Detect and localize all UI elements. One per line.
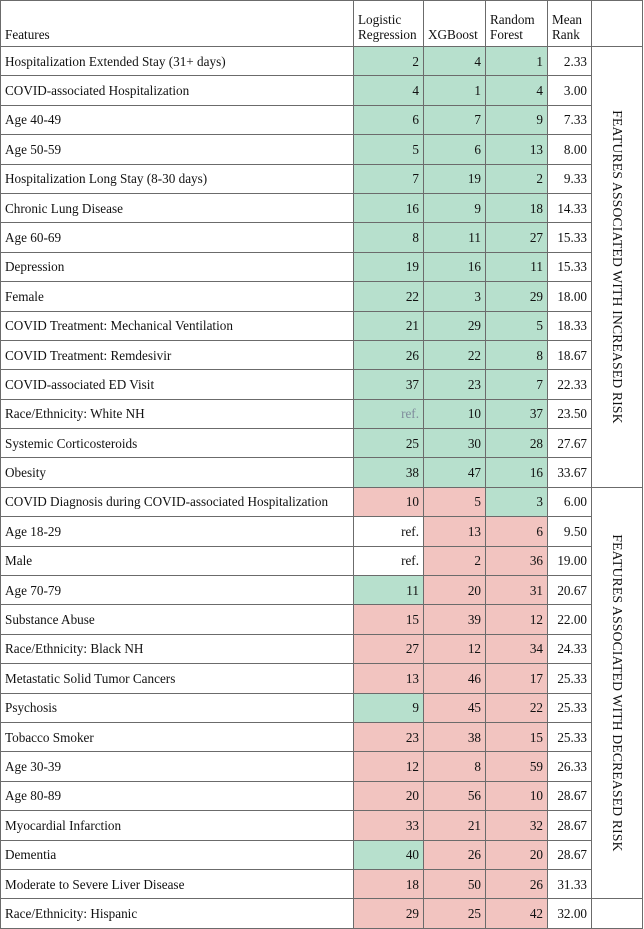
mean-rank: 6.00 <box>548 487 592 516</box>
table-row <box>1 722 643 751</box>
xgboost-rank: 12 <box>424 634 486 663</box>
feature-name: Dementia <box>1 840 354 869</box>
table-row <box>1 252 643 281</box>
table-row <box>1 193 643 222</box>
logistic-regression-rank: 23 <box>354 722 424 751</box>
table-row <box>1 634 643 663</box>
xgboost-rank: 25 <box>424 899 486 928</box>
feature-name: Male <box>1 546 354 575</box>
xgboost-rank: 10 <box>424 399 486 428</box>
table-row <box>1 752 643 781</box>
table-row <box>1 546 643 575</box>
xgboost-rank: 26 <box>424 840 486 869</box>
random-forest-rank: 59 <box>486 752 548 781</box>
decreased-risk-group-label <box>592 487 643 898</box>
feature-name: Obesity <box>1 458 354 487</box>
table-row <box>1 869 643 898</box>
random-forest-rank: 8 <box>486 340 548 369</box>
mean-rank: 19.00 <box>548 546 592 575</box>
xgboost-rank: 4 <box>424 47 486 76</box>
logistic-regression-rank: ref. <box>354 546 424 575</box>
table-row <box>1 311 643 340</box>
mean-rank: 9.50 <box>548 517 592 546</box>
logistic-regression-rank: 11 <box>354 576 424 605</box>
table-row <box>1 693 643 722</box>
feature-name: COVID Treatment: Mechanical Ventilation <box>1 311 354 340</box>
table-body <box>1 47 643 929</box>
table-row <box>1 664 643 693</box>
feature-name: COVID Diagnosis during COVID-associated Hospitalization <box>1 487 354 516</box>
random-forest-rank: 31 <box>486 576 548 605</box>
random-forest-rank: 29 <box>486 282 548 311</box>
mean-rank: 23.50 <box>548 399 592 428</box>
feature-name: Race/Ethnicity: Black NH <box>1 634 354 663</box>
feature-name: Moderate to Severe Liver Disease <box>1 869 354 898</box>
table-row <box>1 47 643 76</box>
mean-rank: 24.33 <box>548 634 592 663</box>
logistic-regression-rank: 9 <box>354 693 424 722</box>
random-forest-rank: 3 <box>486 487 548 516</box>
logistic-regression-rank: 26 <box>354 340 424 369</box>
logistic-regression-rank: 33 <box>354 811 424 840</box>
feature-name: Psychosis <box>1 693 354 722</box>
logistic-regression-rank: 22 <box>354 282 424 311</box>
random-forest-rank: 7 <box>486 370 548 399</box>
table-row <box>1 781 643 810</box>
logistic-regression-rank: 7 <box>354 164 424 193</box>
xgboost-rank: 50 <box>424 869 486 898</box>
table-row <box>1 76 643 105</box>
xgboost-rank: 45 <box>424 693 486 722</box>
header-xgboost: XGBoost <box>424 1 486 47</box>
feature-name: Depression <box>1 252 354 281</box>
xgboost-rank: 38 <box>424 722 486 751</box>
table-row <box>1 370 643 399</box>
table-row <box>1 164 643 193</box>
xgboost-rank: 22 <box>424 340 486 369</box>
xgboost-rank: 21 <box>424 811 486 840</box>
feature-name: Age 60-69 <box>1 223 354 252</box>
mean-rank: 2.33 <box>548 47 592 76</box>
random-forest-rank: 36 <box>486 546 548 575</box>
random-forest-rank: 27 <box>486 223 548 252</box>
random-forest-rank: 15 <box>486 722 548 751</box>
feature-name: Female <box>1 282 354 311</box>
logistic-regression-rank: ref. <box>354 517 424 546</box>
table-row <box>1 840 643 869</box>
logistic-regression-rank: 4 <box>354 76 424 105</box>
feature-name: Age 30-39 <box>1 752 354 781</box>
table-row <box>1 517 643 546</box>
random-forest-rank: 22 <box>486 693 548 722</box>
random-forest-rank: 2 <box>486 164 548 193</box>
logistic-regression-rank: 20 <box>354 781 424 810</box>
random-forest-rank: 1 <box>486 47 548 76</box>
mean-rank: 27.67 <box>548 429 592 458</box>
logistic-regression-rank: 16 <box>354 193 424 222</box>
random-forest-rank: 4 <box>486 76 548 105</box>
mean-rank: 9.33 <box>548 164 592 193</box>
xgboost-rank: 11 <box>424 223 486 252</box>
logistic-regression-rank: 27 <box>354 634 424 663</box>
logistic-regression-rank: ref. <box>354 399 424 428</box>
table-row <box>1 282 643 311</box>
random-forest-rank: 10 <box>486 781 548 810</box>
mean-rank: 22.33 <box>548 370 592 399</box>
logistic-regression-rank: 19 <box>354 252 424 281</box>
mean-rank: 26.33 <box>548 752 592 781</box>
feature-name: COVID-associated ED Visit <box>1 370 354 399</box>
mean-rank: 32.00 <box>548 899 592 928</box>
logistic-regression-rank: 29 <box>354 899 424 928</box>
feature-name: COVID-associated Hospitalization <box>1 76 354 105</box>
xgboost-rank: 7 <box>424 105 486 134</box>
random-forest-rank: 9 <box>486 105 548 134</box>
table-row <box>1 811 643 840</box>
mean-rank: 18.67 <box>548 340 592 369</box>
xgboost-rank: 13 <box>424 517 486 546</box>
logistic-regression-rank: 37 <box>354 370 424 399</box>
feature-name: Metastatic Solid Tumor Cancers <box>1 664 354 693</box>
feature-name: Age 50-59 <box>1 135 354 164</box>
xgboost-rank: 16 <box>424 252 486 281</box>
logistic-regression-rank: 10 <box>354 487 424 516</box>
table-row <box>1 899 643 928</box>
logistic-regression-rank: 18 <box>354 869 424 898</box>
table-row <box>1 429 643 458</box>
table-row <box>1 487 643 516</box>
feature-name: Systemic Corticosteroids <box>1 429 354 458</box>
random-forest-rank: 20 <box>486 840 548 869</box>
mean-rank: 31.33 <box>548 869 592 898</box>
random-forest-rank: 13 <box>486 135 548 164</box>
mean-rank: 7.33 <box>548 105 592 134</box>
logistic-regression-rank: 6 <box>354 105 424 134</box>
mean-rank: 20.67 <box>548 576 592 605</box>
header-logistic-regression: Logistic Regression <box>354 1 424 47</box>
mean-rank: 14.33 <box>548 193 592 222</box>
table-row <box>1 223 643 252</box>
mean-rank: 15.33 <box>548 223 592 252</box>
random-forest-rank: 18 <box>486 193 548 222</box>
xgboost-rank: 6 <box>424 135 486 164</box>
mean-rank: 18.33 <box>548 311 592 340</box>
mean-rank: 28.67 <box>548 840 592 869</box>
xgboost-rank: 30 <box>424 429 486 458</box>
mean-rank: 15.33 <box>548 252 592 281</box>
xgboost-rank: 8 <box>424 752 486 781</box>
mean-rank: 3.00 <box>548 76 592 105</box>
mean-rank: 8.00 <box>548 135 592 164</box>
table-row <box>1 105 643 134</box>
feature-name: Myocardial Infarction <box>1 811 354 840</box>
decreased-risk-group-label-text: FEATURES ASSOCIATED WITH DECREASED RISK <box>609 534 625 852</box>
table-row <box>1 399 643 428</box>
header-random-forest: Random Forest <box>486 1 548 47</box>
feature-name: Age 70-79 <box>1 576 354 605</box>
logistic-regression-rank: 2 <box>354 47 424 76</box>
table-row <box>1 340 643 369</box>
random-forest-rank: 42 <box>486 899 548 928</box>
mean-rank: 25.33 <box>548 722 592 751</box>
xgboost-rank: 29 <box>424 311 486 340</box>
feature-name: Age 80-89 <box>1 781 354 810</box>
table-row <box>1 576 643 605</box>
increased-risk-group-label-text: FEATURES ASSOCIATED WITH INCREASED RISK <box>609 110 625 424</box>
xgboost-rank: 3 <box>424 282 486 311</box>
random-forest-rank: 5 <box>486 311 548 340</box>
feature-name: Race/Ethnicity: Hispanic <box>1 899 354 928</box>
xgboost-rank: 46 <box>424 664 486 693</box>
random-forest-rank: 11 <box>486 252 548 281</box>
random-forest-rank: 37 <box>486 399 548 428</box>
random-forest-rank: 26 <box>486 869 548 898</box>
random-forest-rank: 12 <box>486 605 548 634</box>
xgboost-rank: 47 <box>424 458 486 487</box>
random-forest-rank: 6 <box>486 517 548 546</box>
feature-name: Race/Ethnicity: White NH <box>1 399 354 428</box>
feature-name: Age 18-29 <box>1 517 354 546</box>
header-group <box>592 1 643 47</box>
table-row <box>1 458 643 487</box>
mean-rank: 28.67 <box>548 781 592 810</box>
logistic-regression-rank: 25 <box>354 429 424 458</box>
mean-rank: 28.67 <box>548 811 592 840</box>
logistic-regression-rank: 15 <box>354 605 424 634</box>
ungrouped-cell <box>592 899 643 928</box>
mean-rank: 22.00 <box>548 605 592 634</box>
logistic-regression-rank: 8 <box>354 223 424 252</box>
feature-name: Chronic Lung Disease <box>1 193 354 222</box>
logistic-regression-rank: 12 <box>354 752 424 781</box>
logistic-regression-rank: 13 <box>354 664 424 693</box>
feature-name: Substance Abuse <box>1 605 354 634</box>
feature-name: COVID Treatment: Remdesivir <box>1 340 354 369</box>
increased-risk-group-label <box>592 47 643 488</box>
xgboost-rank: 2 <box>424 546 486 575</box>
feature-name: Hospitalization Long Stay (8-30 days) <box>1 164 354 193</box>
random-forest-rank: 28 <box>486 429 548 458</box>
xgboost-rank: 39 <box>424 605 486 634</box>
xgboost-rank: 1 <box>424 76 486 105</box>
random-forest-rank: 16 <box>486 458 548 487</box>
logistic-regression-rank: 5 <box>354 135 424 164</box>
table-row <box>1 135 643 164</box>
mean-rank: 25.33 <box>548 693 592 722</box>
feature-name: Tobacco Smoker <box>1 722 354 751</box>
header-features: Features <box>1 1 354 47</box>
mean-rank: 33.67 <box>548 458 592 487</box>
table-row <box>1 605 643 634</box>
logistic-regression-rank: 40 <box>354 840 424 869</box>
random-forest-rank: 32 <box>486 811 548 840</box>
feature-name: Hospitalization Extended Stay (31+ days) <box>1 47 354 76</box>
xgboost-rank: 56 <box>424 781 486 810</box>
xgboost-rank: 9 <box>424 193 486 222</box>
header-mean-rank: Mean Rank <box>548 1 592 47</box>
random-forest-rank: 34 <box>486 634 548 663</box>
random-forest-rank: 17 <box>486 664 548 693</box>
logistic-regression-rank: 38 <box>354 458 424 487</box>
xgboost-rank: 23 <box>424 370 486 399</box>
xgboost-rank: 19 <box>424 164 486 193</box>
xgboost-rank: 5 <box>424 487 486 516</box>
xgboost-rank: 20 <box>424 576 486 605</box>
feature-name: Age 40-49 <box>1 105 354 134</box>
mean-rank: 18.00 <box>548 282 592 311</box>
logistic-regression-rank: 21 <box>354 311 424 340</box>
mean-rank: 25.33 <box>548 664 592 693</box>
